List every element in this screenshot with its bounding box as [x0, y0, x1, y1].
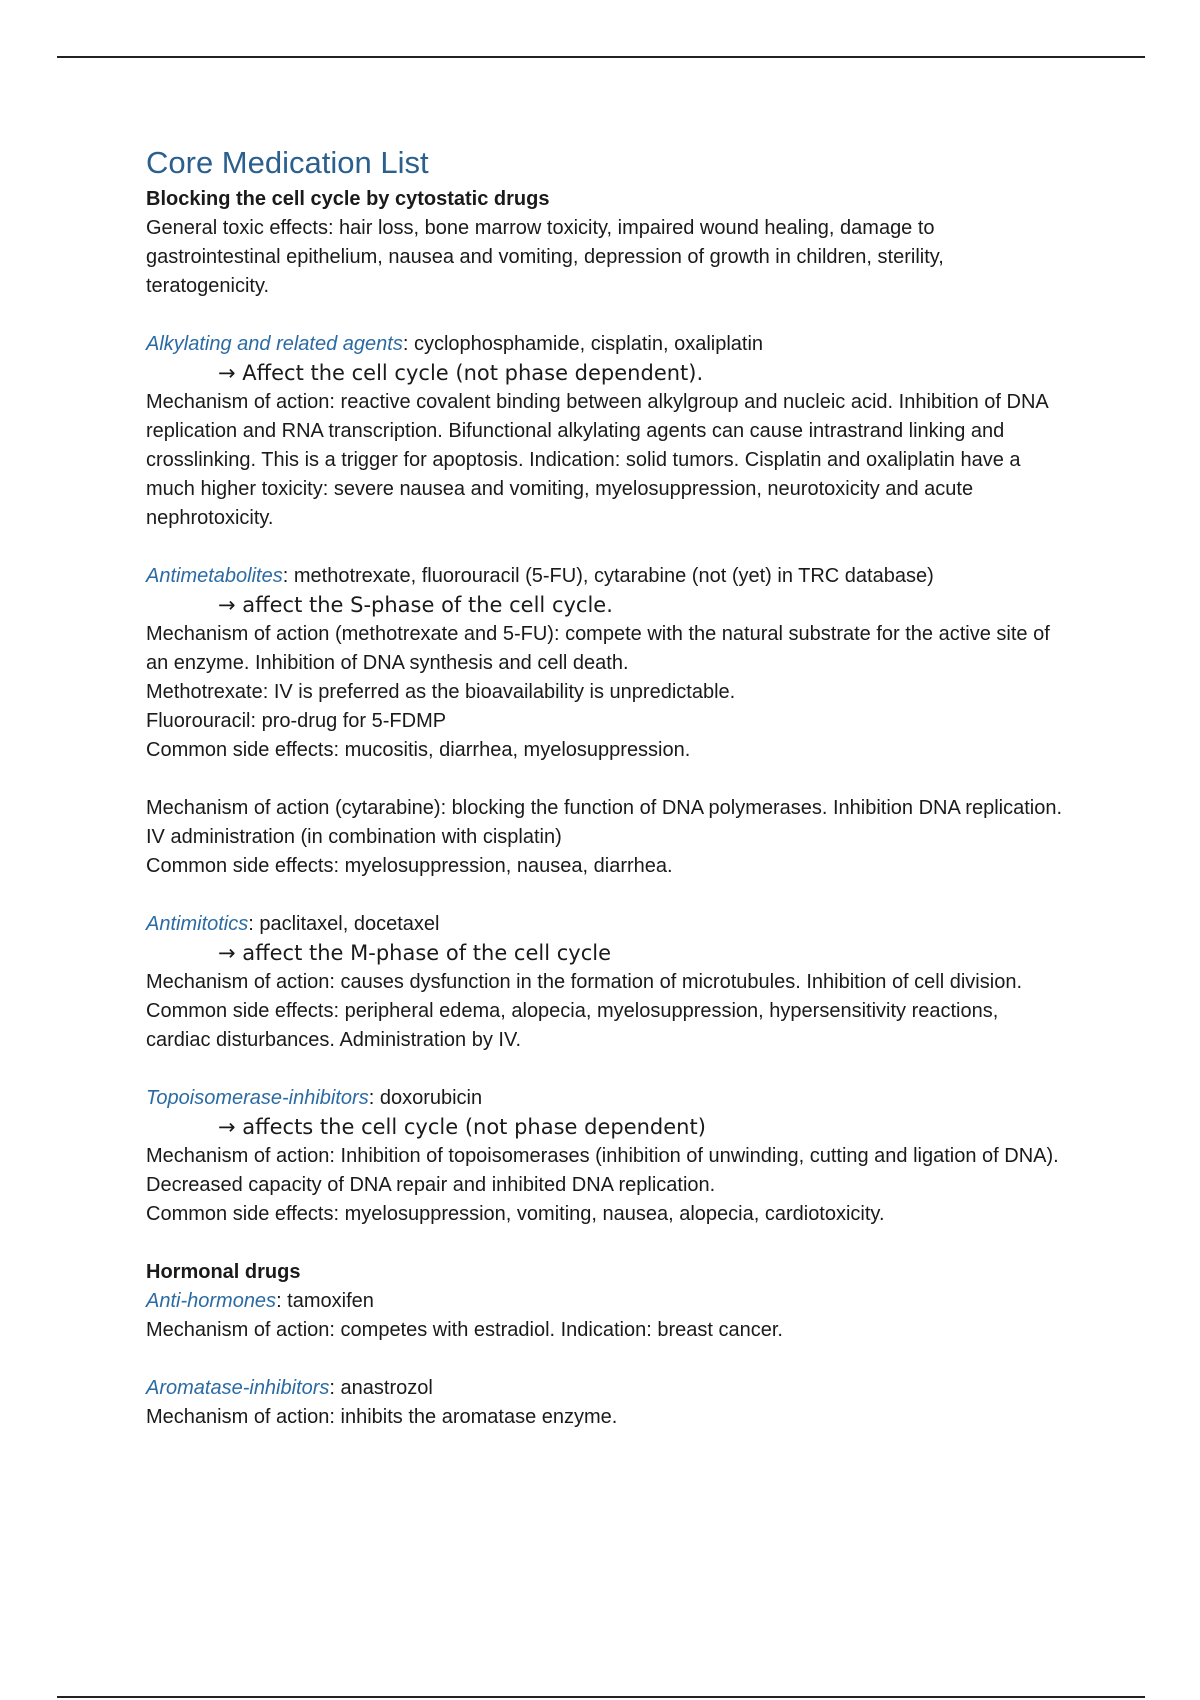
category-antimitotics: Antimitotics [146, 913, 249, 935]
general-toxic-effects: General toxic effects: hair loss, bone marrow toxicity, impaired wound healing, damage to gastrointestinal epithelium, nausea and vomiting, depression of growth in children, sterility, teratogenicity. [146, 217, 944, 297]
antimetabolites-line [146, 562, 1066, 591]
cytarabine-mechanism: Mechanism of action (cytarabine): blocking the function of DNA polymerases. Inhibition DNA replication. IV administration (in combination with cisplatin) [146, 797, 1063, 848]
category-alkylating: Alkylating and related agents [146, 333, 403, 355]
aromatase-mechanism: Mechanism of action: inhibits the aromatase enzyme. [146, 1406, 618, 1428]
arrow-note-topoisomerase: → affects the cell cycle (not phase dependent) [218, 1115, 706, 1139]
category-antimetabolites: Antimetabolites [146, 565, 283, 587]
methotrexate-note: Methotrexate: IV is preferred as the bioavailability is unpredictable. [146, 681, 736, 703]
drugs-antihormones: : tamoxifen [276, 1290, 374, 1312]
topoisomerase-mechanism: Mechanism of action: Inhibition of topoisomerases (inhibition of unwinding, cutting and ligation of DNA). Decreased capacity of DNA repair and inhibited DNA replication. [146, 1145, 1059, 1196]
antimitotics-line [146, 910, 1066, 939]
page-title: Core Medication List [146, 145, 429, 180]
antihormones-mechanism: Mechanism of action: competes with estradiol. Indication: breast cancer. [146, 1319, 783, 1341]
section-heading-cytostatic: Blocking the cell cycle by cytostatic drugs [146, 188, 550, 210]
drugs-topoisomerase: : doxorubicin [368, 1087, 483, 1109]
top-rule [57, 56, 1145, 58]
arrow-note-antimitotics: → affect the M-phase of the cell cycle [218, 941, 612, 965]
drugs-antimitotics: : paclitaxel, docetaxel [248, 913, 440, 935]
topoisomerase-side-effects: Common side effects: myelosuppression, vomiting, nausea, alopecia, cardiotoxicity. [146, 1203, 885, 1225]
alkylating-line [146, 330, 1066, 359]
drugs-aromatase: : anastrozol [329, 1377, 433, 1399]
drugs-alkylating: : cyclophosphamide, cisplatin, oxaliplatin [402, 333, 764, 355]
aromatase-line [146, 1374, 1066, 1403]
antihormones-line [146, 1287, 1066, 1316]
alkylating-mechanism: Mechanism of action: reactive covalent binding between alkylgroup and nucleic acid. Inhibition of DNA replication and RNA transcription. Bifunctional alkylating agents can cause intrastrand linking and crosslinking. This is a trigger for apoptosis. Indication: solid tumors. Cisplatin and oxaliplatin have a much higher toxicity: severe nausea and vomiting, myelosuppression, neurotoxicity and acute nephrotoxicity. [146, 391, 1048, 529]
antimitotics-mechanism: Mechanism of action: causes dysfunction in the formation of microtubules. Inhibition of cell division. [146, 971, 1022, 993]
topoisomerase-line [146, 1084, 1066, 1113]
section-heading-hormonal: Hormonal drugs [146, 1261, 301, 1283]
bottom-rule [57, 1696, 1145, 1698]
category-aromatase: Aromatase-inhibitors [146, 1377, 330, 1399]
antimitotics-side-effects: Common side effects: peripheral edema, alopecia, myelosuppression, hypersensitivity reactions, cardiac disturbances. Administration by IV. [146, 1000, 999, 1051]
fluorouracil-note: Fluorouracil: pro-drug for 5-FDMP [146, 710, 447, 732]
arrow-note-antimetabolites: → affect the S-phase of the cell cycle. [218, 593, 613, 617]
category-topoisomerase: Topoisomerase-inhibitors [146, 1087, 369, 1109]
document-body [146, 143, 1066, 1432]
drugs-antimetabolites: : methotrexate, fluorouracil (5-FU), cytarabine (not (yet) in TRC database) [282, 565, 934, 587]
antimetabolites-mechanism: Mechanism of action (methotrexate and 5-FU): compete with the natural substrate for the active site of an enzyme. Inhibition of DNA synthesis and cell death. [146, 623, 1050, 674]
cytarabine-side-effects: Common side effects: myelosuppression, nausea, diarrhea. [146, 855, 673, 877]
category-antihormones: Anti-hormones [146, 1290, 277, 1312]
arrow-note-alkylating: → Affect the cell cycle (not phase dependent). [218, 361, 704, 385]
antimetabolites-side-effects: Common side effects: mucositis, diarrhea, myelosuppression. [146, 739, 691, 761]
